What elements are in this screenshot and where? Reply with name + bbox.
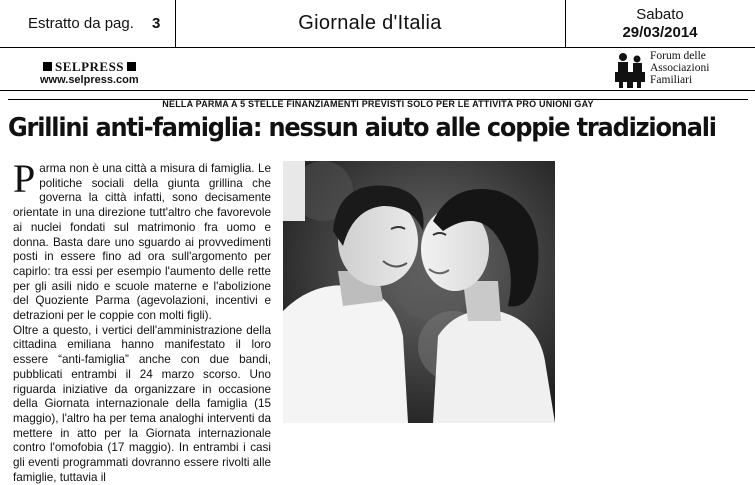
date-cell: [565, 0, 755, 47]
article-headline: Grillini anti-famiglia: nessun aiuto alle coppie tradizionali: [8, 113, 716, 143]
dropcap: P: [13, 156, 36, 201]
article-body: [13, 156, 271, 485]
agency-logo: [40, 59, 139, 75]
forum-line: Familiari: [650, 74, 693, 86]
forum-line: Forum delle: [650, 50, 706, 62]
extract-label: Estratto da pag.: [28, 15, 134, 32]
extract-cell: [0, 0, 176, 47]
article-paragraph: [13, 156, 271, 324]
paragraph-text: arma non è una città a misura di famiglia. Le politiche sociali della giunta grillina che governa la città infatti, sono decisamente orientate in una direzione tutt'altro che favorevole ai nuclei fondati sul matrimonio fra uomo e donna. Basta dare uno sguardo ai provvedimenti posti in essere fino ad ora sull'argomento per capirlo: tra essi per esempio l'aumento delle rette per gli asili nido e scuole materne e l'abolizione del Quoziente Parma (agevolazioni, incentivi e detrazioni per le coppie con molti figli).: [13, 162, 271, 323]
kicker-bar: [8, 99, 748, 111]
kicker-text: NELLA PARMA A 5 STELLE FINANZIAMENTI PREVISTI SOLO PER LE ATTIVITÀ PRO UNIONI GAY: [162, 99, 594, 109]
forum-line: Associazioni: [650, 62, 710, 74]
family-logo-icon: [613, 52, 647, 88]
couple-photo: [283, 161, 555, 423]
extract-page-number: 3: [152, 15, 161, 32]
agency-name: SELPRESS: [55, 59, 125, 74]
square-icon: [43, 62, 52, 71]
publication-day: Sabato: [636, 6, 684, 23]
article-paragraph: Oltre a questo, i vertici dell'amministrazione della cittadina emiliana hanno manifestato il loro essere “anti-famiglia” anche con due bandi, pubblicati entrambi il 24 marzo scorso. Uno riguarda iniziative da organizzare in occasione della Giornata internazionale della famiglia (15 maggio), l'altro ha per tema analoghi interventi da mettere in atto per la Giornata internazionale contro l'omofobia (17 maggio). In entrambi i casi gli eventi programmati dovranno essere rivolti alle famiglie, tuttavia il: [13, 323, 271, 484]
square-icon: [127, 62, 136, 71]
newspaper-cell: [175, 0, 566, 47]
forum-logo-text: [650, 50, 709, 86]
publication-date: 29/03/2014: [622, 24, 698, 41]
agency-url: www.selpress.com: [40, 74, 139, 86]
clipping-header: [0, 0, 755, 48]
newspaper-name: Giornale d'Italia: [298, 12, 442, 34]
